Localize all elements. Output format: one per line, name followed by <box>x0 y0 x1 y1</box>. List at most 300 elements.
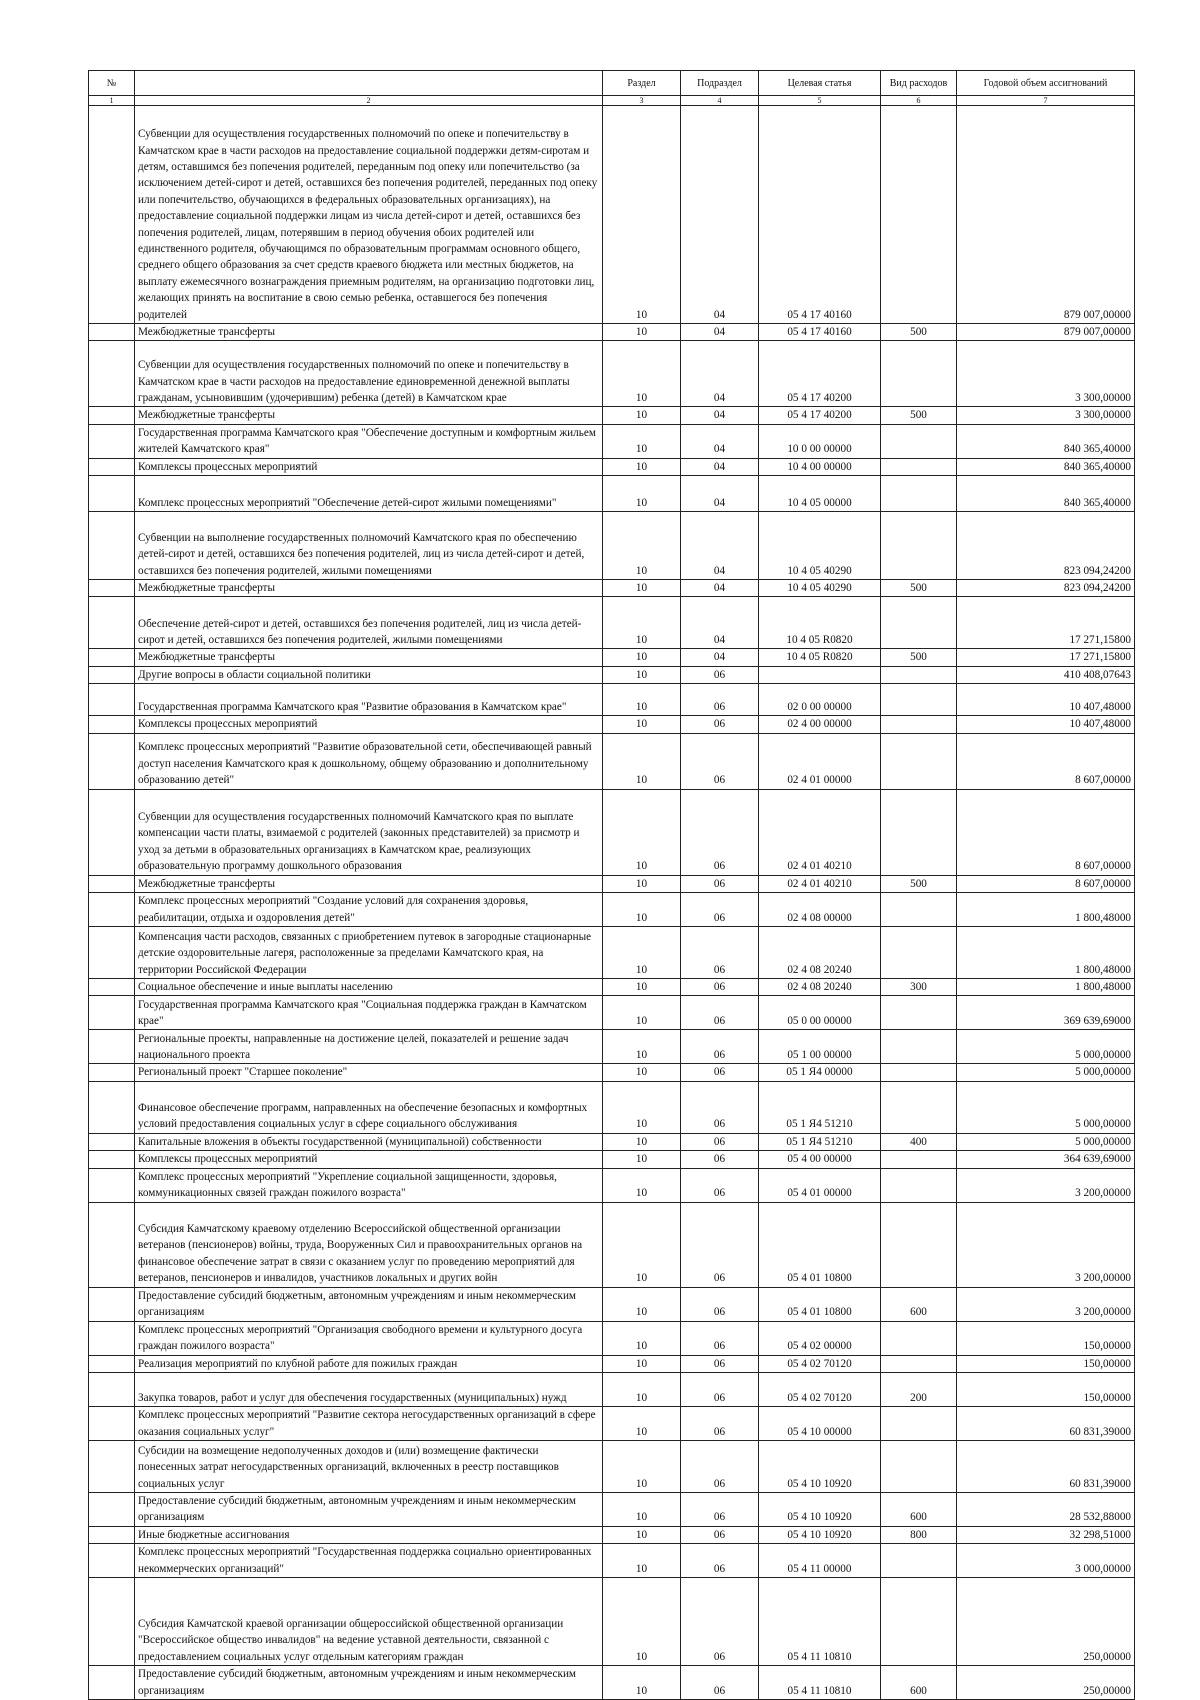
num-cell <box>89 875 135 892</box>
row-amount: 823 094,24200 <box>957 580 1135 597</box>
row-name: Комплекс процессных мероприятий "Государственная поддержка социально ориентированных некоммерческих организаций" <box>135 1544 603 1578</box>
row-razdel: 10 <box>603 476 681 512</box>
row-amount: 879 007,00000 <box>957 324 1135 341</box>
num-cell <box>89 597 135 649</box>
row-name: Субсидия Камчатской краевой организации общероссийской общественной организации "Всероссийское общество инвалидов" на ведение уставной деятельности, связанной с предоставлением социальных услуг отдельным категориям граждан <box>135 1578 603 1666</box>
header-target-article: Целевая статья <box>759 71 881 96</box>
num-cell <box>89 1321 135 1355</box>
row-target-article: 05 0 00 00000 <box>759 996 881 1030</box>
row-name: Комплекс процессных мероприятий "Развитие образовательной сети, обеспечивающей равный доступ населения Камчатского края к дошкольному, общему образованию и дополнительному образованию детей" <box>135 733 603 789</box>
num-cell <box>89 1492 135 1526</box>
row-name: Субвенции для осуществления государственных полномочий по опеке и попечительству в Камчатском крае в части расходов на предоставление единовременной денежной выплаты гражданам, усыновившим (удочерившим) ребенка (детей) в Камчатском крае <box>135 341 603 407</box>
row-razdel: 10 <box>603 1355 681 1372</box>
row-amount: 840 365,40000 <box>957 476 1135 512</box>
row-target-article: 05 4 10 10920 <box>759 1492 881 1526</box>
table-row <box>89 1372 1135 1406</box>
num-cell <box>89 1081 135 1133</box>
table-row <box>89 1406 1135 1440</box>
row-podrazdel: 06 <box>681 1578 759 1666</box>
header-col-index: 6 <box>881 96 957 106</box>
budget-table-page <box>88 70 1134 1700</box>
row-name: Капитальные вложения в объекты государственной (муниципальной) собственности <box>135 1133 603 1150</box>
row-razdel: 10 <box>603 458 681 475</box>
row-expense-type <box>881 893 957 927</box>
row-name: Субвенции для осуществления государственных полномочий по опеке и попечительству в Камчатском крае в части расходов на предоставление социальной поддержки детям-сиротам и детям, оставшимся без попечения родителей, переданным под опеку или попечительство (за исключением детей-сирот и детей, оставшихся без попечения родителей, переданных под опеку или попечительство, обучающихся в федеральных образовательных организациях), на предоставление социальной поддержки лицам из числа детей-сирот и детей, оставшихся без попечения родителей, лицам, потерявшим в период обучения обоих родителей или единственного родителя, обучающимся по образовательным программам основного общего, среднего общего образования за счет средств краевого бюджета или местных бюджетов, на выплату ежемесячного вознаграждения приемным родителям, на организацию подготовки лиц, желающих принять на воспитание в свою семью ребенка, оставшегося без попечения родителей <box>135 106 603 324</box>
row-name: Субсидия Камчатскому краевому отделению Всероссийской общественной организации ветеранов (пенсионеров) войны, труда, Вооруженных Сил и правоохранительных органов на финансовое обеспечение затрат в связи с оказанием услуг по проведению мероприятий для ветеранов, пенсионеров и инвалидов, участников локальных и других войн <box>135 1202 603 1287</box>
row-razdel: 10 <box>603 597 681 649</box>
row-razdel: 10 <box>603 1081 681 1133</box>
row-razdel: 10 <box>603 1151 681 1168</box>
row-name: Комплекс процессных мероприятий "Обеспечение детей-сирот жилыми помещениями" <box>135 476 603 512</box>
row-expense-type <box>881 666 957 683</box>
row-podrazdel: 06 <box>681 1030 759 1064</box>
row-razdel: 10 <box>603 106 681 324</box>
table-row <box>89 512 1135 580</box>
row-podrazdel: 06 <box>681 684 759 716</box>
row-amount: 3 200,00000 <box>957 1202 1135 1287</box>
row-expense-type: 300 <box>881 979 957 996</box>
row-razdel: 10 <box>603 893 681 927</box>
row-name: Комплекс процессных мероприятий "Укрепление социальной защищенности, здоровья, коммуникационных связей граждан пожилого возраста" <box>135 1168 603 1202</box>
row-target-article: 10 4 05 R0820 <box>759 649 881 666</box>
row-target-article: 05 1 Я4 51210 <box>759 1133 881 1150</box>
row-razdel: 10 <box>603 1406 681 1440</box>
row-expense-type: 500 <box>881 875 957 892</box>
row-podrazdel: 06 <box>681 1287 759 1321</box>
row-podrazdel: 04 <box>681 476 759 512</box>
table-row <box>89 1544 1135 1578</box>
row-razdel: 10 <box>603 580 681 597</box>
row-target-article: 05 4 10 00000 <box>759 1406 881 1440</box>
num-cell <box>89 1168 135 1202</box>
row-razdel: 10 <box>603 1030 681 1064</box>
row-name: Компенсация части расходов, связанных с приобретением путевок в загородные стационарные детские оздоровительные лагеря, расположенные за пределами Камчатского края, на территории Российской Федерации <box>135 927 603 979</box>
row-target-article: 05 4 17 40160 <box>759 106 881 324</box>
row-podrazdel: 06 <box>681 716 759 733</box>
row-podrazdel: 04 <box>681 512 759 580</box>
row-name: Субвенции на выполнение государственных полномочий Камчатского края по обеспечению детей-сирот и детей, оставшихся без попечения родителей, лиц из числа детей-сирот и детей, оставшихся без попечения родителей, жилыми помещениями <box>135 512 603 580</box>
row-name: Предоставление субсидий бюджетным, автономным учреждениям и иным некоммерческим организациям <box>135 1666 603 1700</box>
row-target-article: 05 4 02 70120 <box>759 1355 881 1372</box>
row-amount: 879 007,00000 <box>957 106 1135 324</box>
header-razdel: Раздел <box>603 71 681 96</box>
table-row <box>89 716 1135 733</box>
row-expense-type <box>881 789 957 875</box>
row-expense-type <box>881 1321 957 1355</box>
row-name: Комплексы процессных мероприятий <box>135 1151 603 1168</box>
row-target-article: 10 4 00 00000 <box>759 458 881 475</box>
table-row <box>89 1321 1135 1355</box>
row-target-article: 05 1 Я4 00000 <box>759 1064 881 1081</box>
table-row <box>89 927 1135 979</box>
row-expense-type <box>881 927 957 979</box>
num-cell <box>89 716 135 733</box>
num-cell <box>89 789 135 875</box>
row-expense-type <box>881 476 957 512</box>
row-razdel: 10 <box>603 1440 681 1492</box>
row-razdel: 10 <box>603 407 681 424</box>
row-razdel: 10 <box>603 666 681 683</box>
row-amount: 5 000,00000 <box>957 1133 1135 1150</box>
row-expense-type: 600 <box>881 1492 957 1526</box>
row-podrazdel: 06 <box>681 733 759 789</box>
row-name: Субсидии на возмещение недополученных доходов и (или) возмещение фактически понесенных затрат негосударственных организаций, включенных в реестр поставщиков социальных услуг <box>135 1440 603 1492</box>
row-amount: 8 607,00000 <box>957 733 1135 789</box>
row-expense-type: 800 <box>881 1526 957 1543</box>
row-amount: 60 831,39000 <box>957 1406 1135 1440</box>
row-razdel: 10 <box>603 979 681 996</box>
row-target-article: 10 4 05 R0820 <box>759 597 881 649</box>
row-amount: 410 408,07643 <box>957 666 1135 683</box>
row-name: Региональный проект "Старшее поколение" <box>135 1064 603 1081</box>
row-amount: 10 407,48000 <box>957 716 1135 733</box>
row-expense-type: 500 <box>881 407 957 424</box>
row-podrazdel: 06 <box>681 996 759 1030</box>
row-target-article: 10 4 05 40290 <box>759 512 881 580</box>
num-cell <box>89 458 135 475</box>
row-podrazdel: 06 <box>681 1355 759 1372</box>
row-podrazdel: 06 <box>681 1133 759 1150</box>
header-col-index: 7 <box>957 96 1135 106</box>
num-cell <box>89 424 135 458</box>
row-amount: 1 800,48000 <box>957 893 1135 927</box>
row-expense-type <box>881 1544 957 1578</box>
num-cell <box>89 1030 135 1064</box>
row-razdel: 10 <box>603 927 681 979</box>
row-name: Комплексы процессных мероприятий <box>135 716 603 733</box>
row-podrazdel: 04 <box>681 424 759 458</box>
row-razdel: 10 <box>603 1321 681 1355</box>
row-expense-type <box>881 424 957 458</box>
row-podrazdel: 04 <box>681 341 759 407</box>
table-row <box>89 1202 1135 1287</box>
num-cell <box>89 1578 135 1666</box>
num-cell <box>89 927 135 979</box>
row-amount: 17 271,15800 <box>957 597 1135 649</box>
row-podrazdel: 06 <box>681 666 759 683</box>
row-expense-type <box>881 1578 957 1666</box>
row-expense-type <box>881 1151 957 1168</box>
row-expense-type: 200 <box>881 1372 957 1406</box>
num-cell <box>89 684 135 716</box>
row-amount: 3 000,00000 <box>957 1544 1135 1578</box>
row-amount: 5 000,00000 <box>957 1081 1135 1133</box>
row-name: Обеспечение детей-сирот и детей, оставшихся без попечения родителей, лиц из числа детей-сирот и детей, оставшихся без попечения родителей, жилыми помещениями <box>135 597 603 649</box>
row-podrazdel: 06 <box>681 893 759 927</box>
row-target-article: 05 4 11 10810 <box>759 1666 881 1700</box>
table-row <box>89 106 1135 324</box>
row-target-article: 05 4 01 00000 <box>759 1168 881 1202</box>
row-expense-type <box>881 733 957 789</box>
row-razdel: 10 <box>603 512 681 580</box>
row-expense-type <box>881 1440 957 1492</box>
num-cell <box>89 649 135 666</box>
row-amount: 3 300,00000 <box>957 341 1135 407</box>
row-razdel: 10 <box>603 996 681 1030</box>
row-target-article: 05 4 17 40200 <box>759 407 881 424</box>
row-razdel: 10 <box>603 1168 681 1202</box>
row-expense-type <box>881 512 957 580</box>
num-cell <box>89 1064 135 1081</box>
num-cell <box>89 1526 135 1543</box>
row-amount: 3 300,00000 <box>957 407 1135 424</box>
row-target-article: 05 4 10 10920 <box>759 1526 881 1543</box>
table-row <box>89 875 1135 892</box>
row-podrazdel: 06 <box>681 1492 759 1526</box>
header-number: № <box>89 71 135 96</box>
row-name: Предоставление субсидий бюджетным, автономным учреждениям и иным некоммерческим организациям <box>135 1492 603 1526</box>
row-amount: 150,00000 <box>957 1372 1135 1406</box>
row-amount: 3 200,00000 <box>957 1287 1135 1321</box>
row-target-article: 05 1 Я4 51210 <box>759 1081 881 1133</box>
row-name: Закупка товаров, работ и услуг для обеспечения государственных (муниципальных) нужд <box>135 1372 603 1406</box>
row-podrazdel: 06 <box>681 1372 759 1406</box>
row-razdel: 10 <box>603 424 681 458</box>
num-cell <box>89 1440 135 1492</box>
row-podrazdel: 06 <box>681 1666 759 1700</box>
row-amount: 5 000,00000 <box>957 1064 1135 1081</box>
num-cell <box>89 1406 135 1440</box>
row-razdel: 10 <box>603 733 681 789</box>
table-row <box>89 597 1135 649</box>
table-row <box>89 407 1135 424</box>
row-razdel: 10 <box>603 1526 681 1543</box>
row-target-article: 05 1 00 00000 <box>759 1030 881 1064</box>
table-row <box>89 1666 1135 1700</box>
row-podrazdel: 06 <box>681 1321 759 1355</box>
row-name: Межбюджетные трансферты <box>135 407 603 424</box>
table-row <box>89 1168 1135 1202</box>
row-podrazdel: 06 <box>681 1168 759 1202</box>
header-col-index: 3 <box>603 96 681 106</box>
row-expense-type <box>881 1406 957 1440</box>
row-amount: 250,00000 <box>957 1666 1135 1700</box>
row-target-article: 05 4 01 10800 <box>759 1287 881 1321</box>
row-target-article: 10 4 05 00000 <box>759 476 881 512</box>
row-expense-type <box>881 1168 957 1202</box>
row-razdel: 10 <box>603 324 681 341</box>
row-razdel: 10 <box>603 1133 681 1150</box>
num-cell <box>89 476 135 512</box>
table-row <box>89 1492 1135 1526</box>
table-row <box>89 580 1135 597</box>
table-row <box>89 1440 1135 1492</box>
row-name: Иные бюджетные ассигнования <box>135 1526 603 1543</box>
table-row <box>89 1151 1135 1168</box>
row-podrazdel: 06 <box>681 927 759 979</box>
num-cell <box>89 1287 135 1321</box>
row-amount: 17 271,15800 <box>957 649 1135 666</box>
row-razdel: 10 <box>603 1666 681 1700</box>
row-razdel: 10 <box>603 684 681 716</box>
header-podrazdel: Подраздел <box>681 71 759 96</box>
row-amount: 8 607,00000 <box>957 789 1135 875</box>
row-expense-type <box>881 1355 957 1372</box>
row-target-article: 02 4 01 40210 <box>759 789 881 875</box>
table-row <box>89 424 1135 458</box>
row-expense-type: 600 <box>881 1666 957 1700</box>
row-name: Комплекс процессных мероприятий "Организация свободного времени и культурного досуга граждан пожилого возраста" <box>135 1321 603 1355</box>
row-target-article: 05 4 00 00000 <box>759 1151 881 1168</box>
row-expense-type: 600 <box>881 1287 957 1321</box>
row-name: Государственная программа Камчатского края "Социальная поддержка граждан в Камчатском крае" <box>135 996 603 1030</box>
table-row <box>89 1355 1135 1372</box>
row-amount: 369 639,69000 <box>957 996 1135 1030</box>
num-cell <box>89 1133 135 1150</box>
table-row <box>89 341 1135 407</box>
row-podrazdel: 06 <box>681 1406 759 1440</box>
row-amount: 1 800,48000 <box>957 927 1135 979</box>
row-expense-type <box>881 716 957 733</box>
num-cell <box>89 1355 135 1372</box>
row-podrazdel: 04 <box>681 106 759 324</box>
num-cell <box>89 666 135 683</box>
row-name: Предоставление субсидий бюджетным, автономным учреждениям и иным некоммерческим организациям <box>135 1287 603 1321</box>
row-name: Социальное обеспечение и иные выплаты населению <box>135 979 603 996</box>
row-amount: 150,00000 <box>957 1355 1135 1372</box>
row-podrazdel: 04 <box>681 580 759 597</box>
row-amount: 5 000,00000 <box>957 1030 1135 1064</box>
row-podrazdel: 06 <box>681 1151 759 1168</box>
row-amount: 823 094,24200 <box>957 512 1135 580</box>
row-expense-type: 500 <box>881 324 957 341</box>
row-expense-type <box>881 341 957 407</box>
table-row <box>89 684 1135 716</box>
num-cell <box>89 1372 135 1406</box>
table-row <box>89 996 1135 1030</box>
row-razdel: 10 <box>603 875 681 892</box>
row-amount: 840 365,40000 <box>957 424 1135 458</box>
row-podrazdel: 04 <box>681 324 759 341</box>
table-row <box>89 1081 1135 1133</box>
row-amount: 250,00000 <box>957 1578 1135 1666</box>
table-row <box>89 1064 1135 1081</box>
row-target-article: 05 4 10 10920 <box>759 1440 881 1492</box>
num-cell <box>89 1202 135 1287</box>
table-row <box>89 733 1135 789</box>
row-expense-type <box>881 1202 957 1287</box>
row-razdel: 10 <box>603 1202 681 1287</box>
row-amount: 840 365,40000 <box>957 458 1135 475</box>
row-expense-type <box>881 1064 957 1081</box>
row-podrazdel: 06 <box>681 1081 759 1133</box>
row-target-article <box>759 666 881 683</box>
header-col-index: 2 <box>135 96 603 106</box>
header-col-index: 5 <box>759 96 881 106</box>
row-name: Реализация мероприятий по клубной работе для пожилых граждан <box>135 1355 603 1372</box>
table-row <box>89 979 1135 996</box>
header-col-index: 4 <box>681 96 759 106</box>
row-target-article: 05 4 11 00000 <box>759 1544 881 1578</box>
row-target-article: 10 0 00 00000 <box>759 424 881 458</box>
row-target-article: 02 4 08 20240 <box>759 979 881 996</box>
num-cell <box>89 979 135 996</box>
row-podrazdel: 04 <box>681 597 759 649</box>
row-target-article: 05 4 17 40200 <box>759 341 881 407</box>
table-row <box>89 1578 1135 1666</box>
table-row <box>89 893 1135 927</box>
row-podrazdel: 06 <box>681 979 759 996</box>
row-name: Межбюджетные трансферты <box>135 580 603 597</box>
row-amount: 3 200,00000 <box>957 1168 1135 1202</box>
table-row <box>89 458 1135 475</box>
row-podrazdel: 06 <box>681 789 759 875</box>
row-name: Финансовое обеспечение программ, направленных на обеспечение безопасных и комфортных условий предоставления социальных услуг в сфере социального обслуживания <box>135 1081 603 1133</box>
row-razdel: 10 <box>603 1287 681 1321</box>
row-amount: 1 800,48000 <box>957 979 1135 996</box>
num-cell <box>89 580 135 597</box>
row-razdel: 10 <box>603 1544 681 1578</box>
row-name: Субвенции для осуществления государственных полномочий Камчатского края по выплате компенсации части платы, взимаемой с родителей (законных представителей) за присмотр и уход за детьми в образовательных организациях в Камчатском крае, реализующих образовательную программу дошкольного образования <box>135 789 603 875</box>
table-row <box>89 666 1135 683</box>
num-cell <box>89 1544 135 1578</box>
row-target-article: 05 4 11 10810 <box>759 1578 881 1666</box>
table-row <box>89 1526 1135 1543</box>
row-expense-type: 500 <box>881 649 957 666</box>
row-amount: 150,00000 <box>957 1321 1135 1355</box>
table-header <box>89 71 1135 106</box>
row-target-article: 02 4 01 40210 <box>759 875 881 892</box>
row-name: Государственная программа Камчатского края "Обеспечение доступным и комфортным жильем жителей Камчатского края" <box>135 424 603 458</box>
num-cell <box>89 407 135 424</box>
row-name: Межбюджетные трансферты <box>135 324 603 341</box>
row-expense-type: 400 <box>881 1133 957 1150</box>
row-target-article: 10 4 05 40290 <box>759 580 881 597</box>
row-razdel: 10 <box>603 1064 681 1081</box>
row-expense-type <box>881 684 957 716</box>
row-podrazdel: 06 <box>681 1526 759 1543</box>
row-razdel: 10 <box>603 341 681 407</box>
row-amount: 364 639,69000 <box>957 1151 1135 1168</box>
row-target-article: 05 4 02 00000 <box>759 1321 881 1355</box>
num-cell <box>89 1151 135 1168</box>
row-target-article: 02 0 00 00000 <box>759 684 881 716</box>
row-podrazdel: 06 <box>681 1202 759 1287</box>
row-expense-type <box>881 1030 957 1064</box>
num-cell <box>89 1666 135 1700</box>
header-col-index: 1 <box>89 96 135 106</box>
row-target-article: 02 4 08 20240 <box>759 927 881 979</box>
row-podrazdel: 04 <box>681 407 759 424</box>
num-cell <box>89 341 135 407</box>
row-name: Государственная программа Камчатского края "Развитие образования в Камчатском крае" <box>135 684 603 716</box>
row-expense-type: 500 <box>881 580 957 597</box>
table-row <box>89 789 1135 875</box>
table-row <box>89 324 1135 341</box>
row-target-article: 02 4 01 00000 <box>759 733 881 789</box>
header-expense-type: Вид расходов <box>881 71 957 96</box>
row-name: Межбюджетные трансферты <box>135 875 603 892</box>
row-name: Межбюджетные трансферты <box>135 649 603 666</box>
row-target-article: 02 4 08 00000 <box>759 893 881 927</box>
num-cell <box>89 893 135 927</box>
table-body <box>89 106 1135 1700</box>
row-expense-type <box>881 1081 957 1133</box>
num-cell <box>89 996 135 1030</box>
row-expense-type <box>881 106 957 324</box>
num-cell <box>89 324 135 341</box>
row-podrazdel: 06 <box>681 1440 759 1492</box>
table-row <box>89 1030 1135 1064</box>
row-podrazdel: 04 <box>681 458 759 475</box>
budget-table <box>88 70 1135 1700</box>
row-podrazdel: 06 <box>681 875 759 892</box>
row-razdel: 10 <box>603 649 681 666</box>
header-name <box>135 71 603 96</box>
num-cell <box>89 512 135 580</box>
row-target-article: 05 4 02 70120 <box>759 1372 881 1406</box>
row-name: Комплекс процессных мероприятий "Развитие сектора негосударственных организаций в сфере оказания социальных услуг" <box>135 1406 603 1440</box>
